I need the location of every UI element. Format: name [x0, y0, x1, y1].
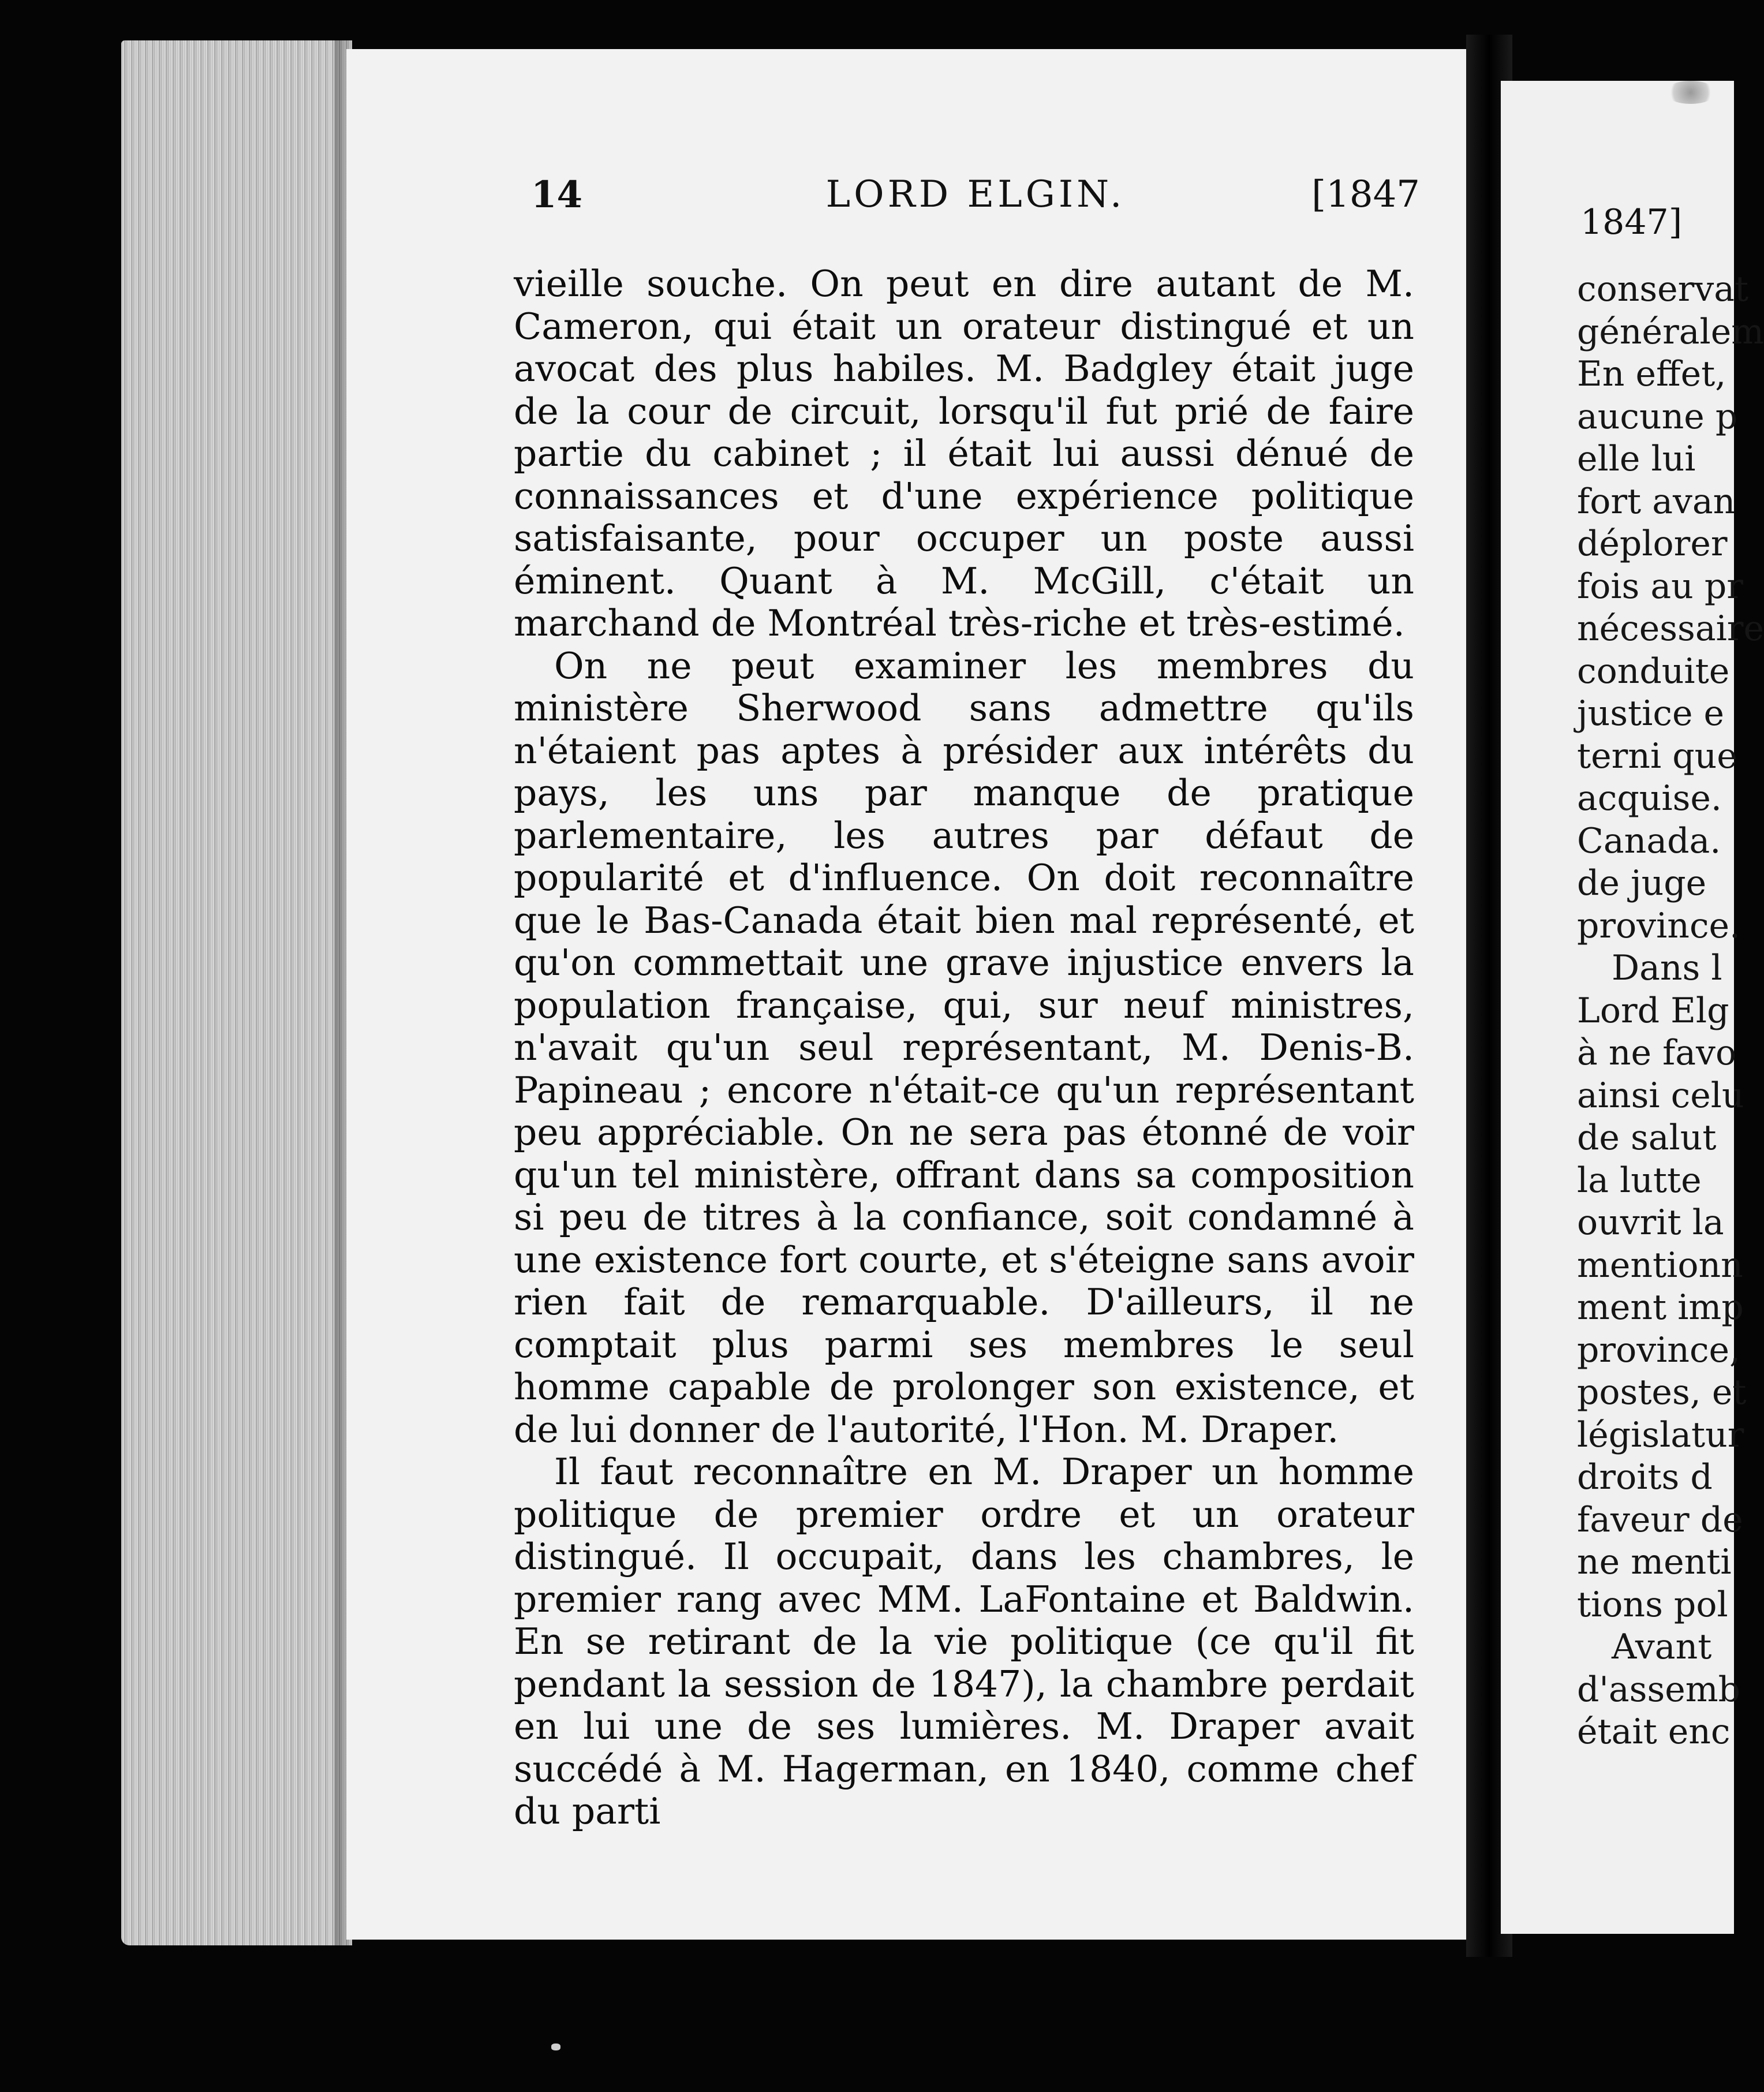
dust-mark	[551, 2044, 560, 2050]
book-page-edges	[121, 40, 352, 1945]
facing-page-line: acquise.	[1577, 778, 1722, 819]
facing-page-line: Avant	[1612, 1627, 1712, 1667]
facing-page-line: province.	[1577, 905, 1741, 946]
facing-page-header-year: 1847]	[1580, 202, 1683, 242]
facing-page-line: déplorer	[1577, 524, 1728, 564]
paragraph-3: Il faut reconnaître en M. Draper un homme politique de premier ordre et un orateur distingué. Il occupait, dans les chambres, le premier rang avec MM. LaFontaine et Baldwin. En se retirant de la vie politique (ce qu'il fit pendant la session de 1847), la chambre perdait en lui une de ses lumières. M. Draper avait succédé à M. Hagerman, en 1840, comme chef du parti	[514, 1451, 1414, 1832]
paragraph-1: vieille souche. On peut en dire autant de M. Cameron, qui était un orateur distingué et un avocat des plus habiles. M. Badgley était juge de la cour de circuit, lorsqu'il fut prié de faire partie du cabinet ; il était lui aussi dénué de connaissances et d'une expérience politique satisfaisante, pour occuper un poste aussi éminent. Quant à M. McGill, c'était un marchand de Montréal très-riche et très-estimé.	[514, 263, 1414, 644]
page-number: 14	[531, 173, 583, 216]
facing-page-line: elle lui	[1577, 439, 1696, 479]
facing-page-line: ouvrit la	[1577, 1202, 1724, 1243]
facing-page-line: tions pol	[1577, 1584, 1728, 1625]
facing-page-line: conservat	[1577, 269, 1749, 309]
running-header	[531, 173, 1420, 225]
facing-page-line: de salut	[1577, 1118, 1717, 1158]
facing-page-line: était enc	[1577, 1712, 1731, 1752]
facing-page-line: province,	[1577, 1329, 1741, 1370]
facing-page-line: ment imp	[1577, 1287, 1744, 1328]
facing-page-line: législatur	[1577, 1414, 1744, 1455]
facing-page-line: Lord Elg	[1577, 990, 1729, 1031]
facing-page-line: aucune p	[1577, 396, 1738, 437]
facing-page-line: nécessaire	[1577, 608, 1764, 649]
paragraph-2: On ne peut examiner les membres du ministère Sherwood sans admettre qu'ils n'étaient pas aptes à présider aux intérêts du pays, les uns par manque de pratique parlementaire, les autres par défaut de popularité et d'influence. On doit reconnaître que le Bas-Canada était bien mal représenté, et qu'on commettait une grave injustice envers la population française, qui, sur neuf ministres, n'avait qu'un seul représentant, M. Denis-B. Papineau ; encore n'était-ce qu'un représentant peu appréciable. On ne sera pas étonné de voir qu'un tel ministère, offrant dans sa composition si peu de titres à la confiance, soit condamné à une existence fort courte, et s'éteigne sans avoir rien fait de remarquable. D'ailleurs, il ne comptait plus parmi ses membres le seul homme capable de prolonger son existence, et de lui donner de l'autorité, l'Hon. M. Draper.	[514, 644, 1414, 1451]
facing-page-line: postes, et	[1577, 1372, 1747, 1413]
paper-speck	[1665, 81, 1717, 104]
body-text	[514, 263, 1414, 1833]
facing-page-line: En effet,	[1577, 354, 1726, 394]
facing-page-line: ne menti	[1577, 1542, 1732, 1582]
facing-page-line: mentionn	[1577, 1245, 1743, 1286]
facing-page-line: faveur de	[1577, 1499, 1743, 1540]
facing-page-line: fois au pr	[1577, 566, 1743, 607]
facing-page-line: Canada.	[1577, 820, 1721, 861]
facing-page-line: droits d	[1577, 1457, 1713, 1497]
facing-page-line: généralem	[1577, 311, 1764, 352]
facing-page-line: ainsi celu	[1577, 1075, 1744, 1116]
facing-page	[1501, 81, 1764, 1934]
facing-page-line: conduite	[1577, 651, 1730, 692]
facing-page-line: Dans l	[1612, 948, 1722, 988]
facing-page-line: justice e	[1577, 693, 1725, 734]
facing-page-line: fort avan	[1577, 481, 1736, 522]
facing-page-line: de juge	[1577, 863, 1707, 903]
facing-page-line: d'assemb	[1577, 1669, 1741, 1710]
running-title: LORD ELGIN.	[825, 173, 1126, 216]
facing-page-line: la lutte	[1577, 1160, 1702, 1201]
header-year: [1847	[1311, 173, 1420, 216]
facing-page-line: à ne favo	[1577, 1033, 1737, 1073]
facing-page-line: terni que	[1577, 735, 1737, 776]
facing-page-lines	[1577, 268, 1764, 1754]
